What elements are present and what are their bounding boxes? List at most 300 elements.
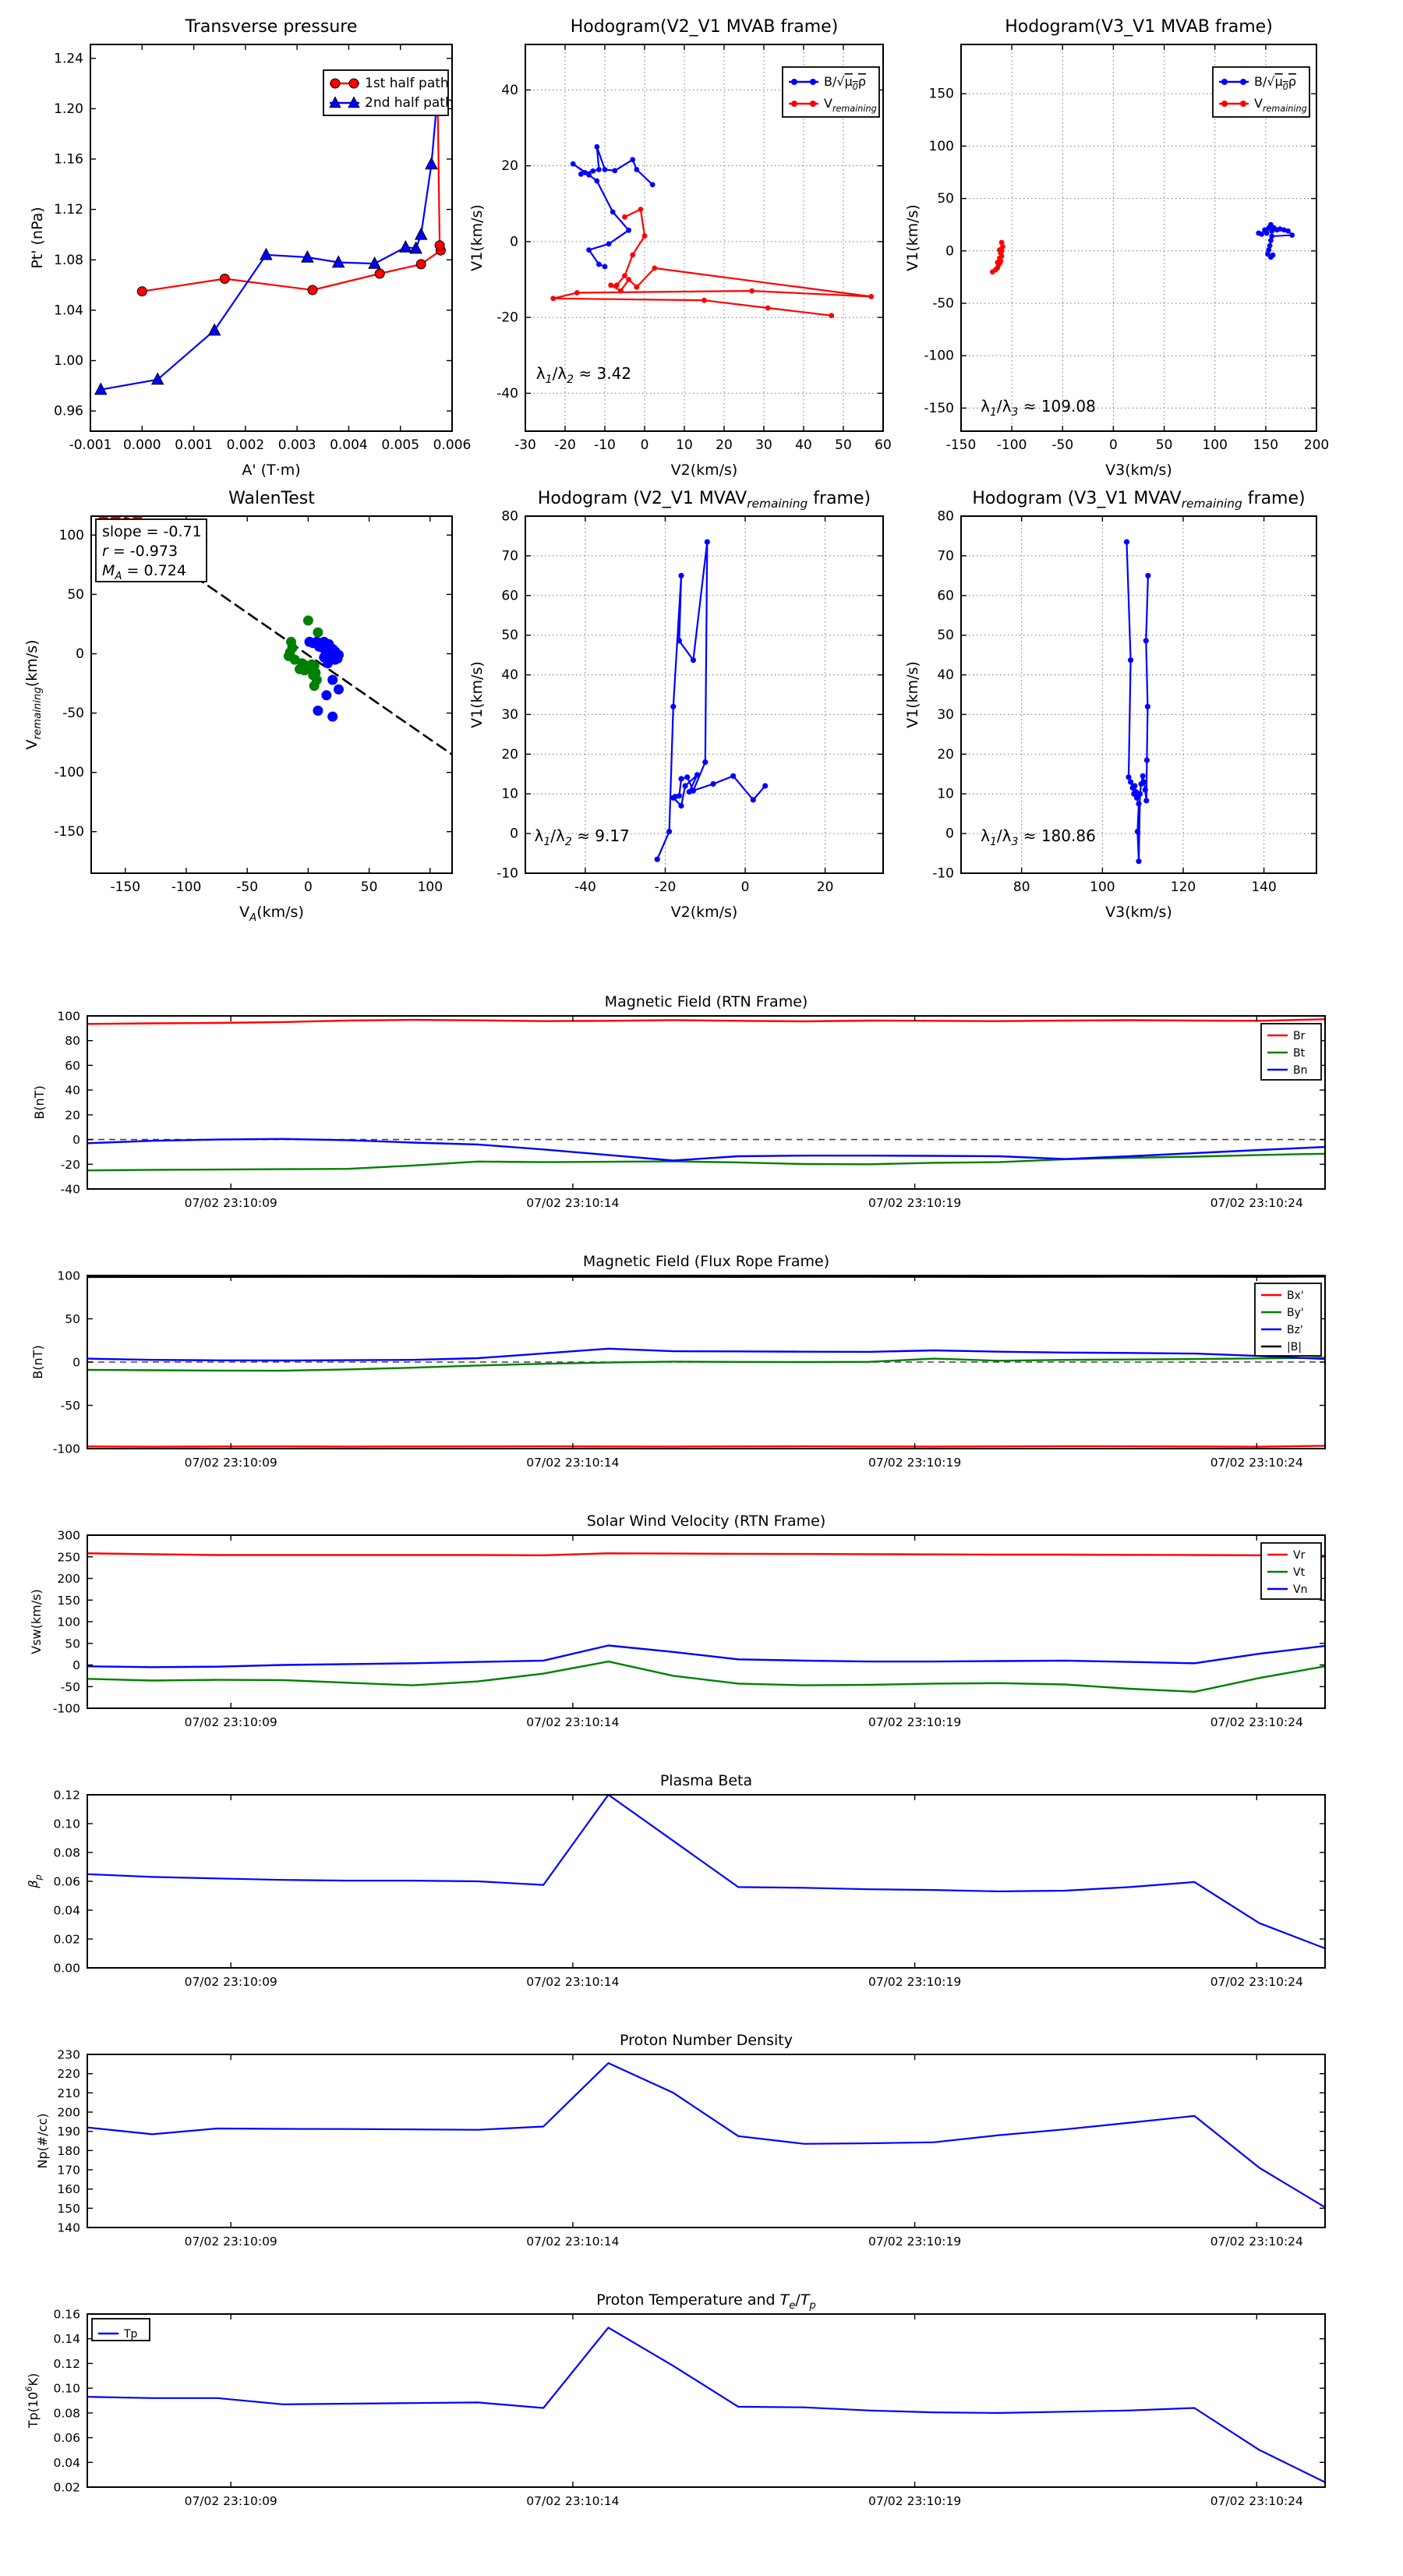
x-tick-label: 07/02 23:10:14 [526,2235,620,2249]
y-tick-label: 1.24 [54,51,83,67]
x-tick-label: 0 [1108,437,1118,453]
x-tick-label: 07/02 23:10:24 [1210,1196,1303,1210]
x-tick-label: 07/02 23:10:09 [184,2235,277,2249]
x-tick-label: -40 [574,879,596,895]
y-tick-label: -50 [62,706,84,722]
series-point-V [1128,657,1133,663]
y-axis-label: V1(km/s) [468,661,486,728]
y-tick-label: 80 [65,1034,80,1049]
chart-title: Hodogram(V2_V1 MVAB frame) [570,17,839,37]
series-point-V [1144,757,1150,763]
x-tick-label: 07/02 23:10:19 [868,1456,962,1470]
x-tick-label: 07/02 23:10:24 [1210,2235,1303,2249]
series-point-B [596,167,602,172]
chart-title: Proton Number Density [620,2032,793,2049]
series-point-B [586,247,592,253]
series-line-|B| [87,1276,1325,1277]
series-point-V [655,857,660,862]
y-tick-label: 170 [57,2163,80,2178]
series-point-B [612,168,617,174]
annotation: $\lambda_1/\lambda_2 \approx 3.42$ [535,364,632,386]
y-tick-label: 0.08 [53,2406,80,2421]
y-tick-label: 0 [510,234,518,250]
y-tick-label: 0.12 [53,1788,80,1803]
series-point-V [1136,801,1141,806]
series-point-V [1140,773,1146,779]
series-point-V [702,759,708,765]
legend-label: 2nd half path [365,95,454,111]
y-tick-label: 150 [928,86,954,102]
y-tick-label: 40 [65,1083,80,1098]
x-tick-label: 0 [640,437,649,453]
info-box-line: $M_A = 0.724$ [102,562,186,582]
x-tick-label: 07/02 23:10:19 [868,2235,962,2249]
legend-label: Vn [1293,1583,1308,1596]
x-tick-label: 100 [1202,437,1228,453]
legend-label: Tp [124,2328,138,2341]
series-point-Vremaining [622,214,627,220]
y-axis-label: $\beta_p$ [26,1874,44,1888]
x-tick-label: 0 [740,879,750,895]
series-point-V [683,783,688,788]
series-line-Bx' [87,1445,1325,1446]
y-tick-label: 30 [501,706,518,723]
x-axis-label: V2(km/s) [670,904,738,921]
series-point-green-cluster [284,651,294,661]
y-tick-label: 0 [72,1133,80,1148]
series-point-Vremaining [702,298,707,303]
legend-label: 1st half path [365,76,449,91]
legend-marker [349,79,359,88]
series-point-1st half path [308,285,317,295]
x-tick-label: 07/02 23:10:09 [184,2494,277,2508]
x-tick-label: 120 [1170,879,1196,895]
series-point-Vremaining [574,290,580,295]
y-tick-label: 0.12 [53,2356,80,2371]
x-tick-label: 10 [676,437,693,453]
x-tick-label: 07/02 23:10:09 [184,1196,277,1210]
legend-label: $B/√\mu_0\rho$ [824,74,867,92]
y-tick-label: -150 [924,400,954,416]
series-point-blue-cluster [334,685,344,695]
y-tick-label: 100 [58,527,84,543]
y-tick-label: 10 [501,786,518,802]
x-tick-label: 0.003 [277,437,316,453]
series-point-V [1128,779,1133,784]
legend-marker [791,101,797,107]
series-point-V [670,795,676,801]
y-tick-label: 0 [510,826,518,842]
x-tick-label: -50 [236,879,259,895]
chart-title: Plasma Beta [659,1772,753,1789]
y-tick-label: 50 [937,628,954,644]
x-tick-label: 0 [303,879,313,895]
series-point-Vremaining [868,294,874,299]
y-tick-label: 150 [57,2201,80,2216]
y-axis-label: B(nT) [32,1085,47,1120]
y-tick-label: 140 [57,2220,80,2235]
series-point-green-cluster [309,681,320,691]
y-tick-label: 0.10 [53,2381,80,2396]
series-point-V [1135,829,1140,834]
y-tick-label: 0.04 [53,1903,80,1918]
x-tick-label: 30 [755,437,772,453]
y-tick-label: -50 [60,1679,80,1694]
x-axis-label: V2(km/s) [670,462,738,479]
y-axis-label: V1(km/s) [468,204,486,271]
x-tick-label: 0.001 [175,437,213,453]
chart-title: Hodogram(V3_V1 MVAB frame) [1005,17,1273,37]
series-point-V [1143,787,1148,793]
x-tick-label: 0.002 [226,437,265,453]
y-axis-label: Np(#/cc) [35,2113,50,2169]
x-tick-label: 07/02 23:10:14 [526,1456,620,1470]
y-tick-label: 50 [67,586,84,603]
series-point-V [762,783,768,788]
x-tick-label: 50 [360,879,378,895]
y-tick-label: 0.10 [53,1817,80,1831]
series-point-green-cluster [313,628,323,638]
x-tick-label: 20 [716,437,733,453]
series-point-B [594,144,599,150]
y-tick-label: 0.06 [53,1874,80,1889]
annotation: $\lambda_1/\lambda_3 \approx 180.86$ [981,826,1096,848]
x-tick-label: -100 [171,879,202,895]
x-axis-label: A' (T·m) [242,462,301,479]
y-tick-label: 0.14 [53,2332,80,2347]
y-tick-label: 30 [937,706,954,723]
chart-title: Proton Temperature and $T_e/T_p$ [596,2291,816,2312]
series-point-B [603,167,608,172]
y-tick-label: 40 [501,82,518,98]
legend-marker [1221,101,1228,107]
info-box-line: slope = -0.71 [102,523,202,540]
series-point-blue-cluster [313,706,323,716]
legend-label: $V_{remaining}$ [824,96,877,114]
x-tick-label: -20 [654,879,677,895]
series-point-V [730,773,736,779]
series-point-V [687,789,692,794]
y-tick-label: -20 [497,310,518,326]
series-point-1st half path [220,274,229,284]
y-tick-label: 210 [57,2086,80,2100]
y-tick-label: 0.04 [53,2455,80,2470]
x-tick-label: -150 [945,437,977,453]
y-tick-label: 150 [57,1593,80,1608]
y-tick-label: 20 [937,746,954,763]
series-point-Vremaining [999,240,1005,246]
series-point-blue-cluster [327,712,337,722]
legend-label: By' [1287,1307,1304,1319]
y-tick-label: 80 [937,508,954,525]
x-tick-label: -0.001 [69,437,112,453]
y-tick-label: -150 [54,824,84,840]
y-tick-label: 50 [501,628,518,644]
series-point-V [1145,704,1150,709]
legend-marker [810,79,816,85]
x-tick-label: 0.005 [381,437,420,453]
y-axis-label: B(nT) [30,1345,45,1379]
series-point-B [650,182,656,188]
chart-title: Hodogram (V2_V1 $MVAV_{remaining}$ frame) [537,489,871,511]
series-point-V [666,829,672,834]
x-tick-label: 07/02 23:10:09 [184,1456,277,1470]
series-point-B [571,161,576,167]
series-point-Vremaining [618,288,624,294]
series-point-1st half path [435,241,444,250]
x-tick-label: 07/02 23:10:14 [526,1196,620,1210]
y-axis-label: $V_{remaining}(km/s)$ [23,639,44,750]
legend-label: $V_{remaining}$ [1254,96,1307,114]
legend-label: $B/√\mu_0\rho$ [1254,74,1297,92]
x-tick-label: 50 [835,437,852,453]
y-tick-label: 20 [65,1108,80,1123]
series-point-V [1124,540,1129,545]
x-tick-label: 07/02 23:10:24 [1210,1715,1303,1729]
x-axis-label: $V_A(km/s)$ [239,904,304,924]
series-point-Vremaining [652,266,657,271]
series-point-V [678,803,684,809]
x-tick-label: -50 [1051,437,1074,453]
y-tick-label: 0.02 [53,1932,80,1947]
legend-label: Vt [1293,1566,1306,1579]
y-tick-label: 60 [65,1058,80,1073]
legend-marker [1240,101,1246,107]
x-tick-label: 50 [1155,437,1173,453]
legend-box [92,2319,150,2341]
y-tick-label: 1.04 [54,303,83,319]
x-tick-label: 150 [1253,437,1279,453]
info-box-line: r = -0.973 [102,543,178,560]
legend-marker [791,79,797,85]
legend-label: Bn [1293,1064,1308,1077]
chart-title: Solar Wind Velocity (RTN Frame) [586,1513,826,1530]
series-point-Vremaining [829,313,834,318]
x-tick-label: 07/02 23:10:24 [1210,1456,1303,1470]
y-tick-label: -100 [52,1442,80,1456]
x-tick-label: 80 [1012,879,1030,895]
x-tick-label: 0.000 [122,437,161,453]
x-tick-label: 0.006 [433,437,472,453]
y-tick-label: 1.08 [54,252,83,268]
x-tick-label: 07/02 23:10:09 [184,1975,277,1989]
chart-title: Hodogram (V3_V1 $MVAV_{remaining}$ frame) [972,489,1306,511]
y-tick-label: 100 [57,1009,80,1024]
series-point-blue-cluster [327,675,337,685]
series-point-V [677,638,682,643]
x-tick-label: 07/02 23:10:14 [526,1975,620,1989]
series-point-Vremaining [638,207,644,212]
series-point-Vremaining [642,233,648,239]
y-tick-label: -40 [497,385,518,402]
series-point-V [678,573,684,579]
y-tick-label: 0 [945,243,954,260]
series-point-Vremaining [634,285,639,290]
y-tick-label: 230 [57,2047,80,2062]
legend-label: Br [1293,1030,1306,1042]
legend-label: Bz' [1287,1324,1303,1336]
x-tick-label: 07/02 23:10:19 [868,2494,962,2508]
x-axis-label: V3(km/s) [1105,904,1172,921]
x-tick-label: 60 [875,437,892,453]
x-tick-label: 200 [1303,437,1330,453]
y-tick-label: 100 [928,138,954,154]
x-tick-label: -150 [110,879,141,895]
y-tick-label: 20 [501,746,518,763]
y-tick-label: 0 [76,646,84,662]
y-tick-label: 70 [937,548,954,564]
y-tick-label: -50 [932,295,954,312]
x-tick-label: -100 [996,437,1027,453]
y-tick-label: 0.00 [53,1961,80,1976]
y-tick-label: 200 [57,1572,80,1586]
series-point-B [606,241,612,246]
y-axis-label: Pt' (nPa) [29,207,46,269]
series-point-Vremaining [622,273,627,278]
y-tick-label: 60 [937,588,954,604]
y-tick-label: 0.02 [53,2480,80,2495]
y-tick-label: 0.96 [54,403,83,419]
y-tick-label: 300 [57,1528,80,1543]
y-tick-label: 0 [72,1355,80,1370]
legend-marker [330,79,340,88]
series-point-Vremaining [626,277,631,282]
series-point-blue-cluster [323,658,333,668]
y-tick-label: -40 [60,1182,80,1197]
series-point-1st half path [137,287,147,296]
y-tick-label: -10 [497,865,518,882]
y-tick-label: 50 [937,191,954,207]
series-point-B [603,264,608,270]
y-tick-label: 0.08 [53,1845,80,1860]
y-tick-label: 70 [501,548,518,564]
y-tick-label: 0 [945,826,954,842]
series-point-green-cluster [303,615,313,625]
series-point-V [1145,573,1150,579]
series-point-V [1136,858,1141,864]
x-tick-label: 140 [1251,879,1277,895]
y-tick-label: 0.16 [53,2307,80,2322]
y-tick-label: 1.20 [54,101,83,117]
series-point-B [1268,238,1274,243]
y-tick-label: 50 [65,1312,80,1326]
y-axis-label: V1(km/s) [904,661,921,728]
y-tick-label: 160 [57,2182,80,2197]
legend-label: Vr [1293,1549,1306,1562]
y-tick-label: 0 [72,1658,80,1672]
series-point-B [1289,232,1295,238]
y-tick-label: 100 [57,1615,80,1629]
series-point-Vremaining [608,282,613,288]
y-tick-label: 220 [57,2067,80,2082]
annotation: $\lambda_1/\lambda_3 \approx 109.08$ [981,397,1096,419]
series-point-V [710,781,716,787]
chart-title: Magnetic Field (RTN Frame) [604,993,808,1010]
x-tick-label: -20 [554,437,576,453]
y-tick-label: -100 [52,1701,80,1716]
y-tick-label: 250 [57,1550,80,1565]
legend-label: Bt [1293,1047,1306,1060]
series-point-V [1137,791,1143,797]
y-tick-label: 40 [501,667,518,684]
y-axis-label: V1(km/s) [904,204,921,271]
chart-title: Transverse pressure [185,17,358,37]
series-point-B [586,172,592,178]
x-tick-label: 07/02 23:10:09 [184,1715,277,1729]
y-tick-label: -50 [60,1399,80,1413]
x-tick-label: 100 [1090,879,1115,895]
x-tick-label: 100 [417,879,444,895]
x-tick-label: 07/02 23:10:14 [526,2494,620,2508]
y-tick-label: 180 [57,2143,80,2158]
y-tick-label: -20 [60,1157,80,1172]
series-point-V [1126,774,1131,780]
y-tick-label: 1.00 [54,353,83,369]
series-point-V [1143,638,1149,643]
x-tick-label: 07/02 23:10:14 [526,1715,620,1729]
x-tick-label: -30 [514,437,536,453]
series-point-1st half path [375,269,384,278]
y-tick-label: 0.06 [53,2431,80,2446]
y-tick-label: 100 [57,1269,80,1283]
x-tick-label: 07/02 23:10:19 [868,1196,962,1210]
legend-label: Bx' [1287,1290,1304,1302]
series-point-Vremaining [765,306,771,311]
x-tick-label: 07/02 23:10:24 [1210,1975,1303,1989]
series-point-B [590,168,595,174]
y-tick-label: 60 [501,588,518,604]
y-tick-label: -100 [924,348,954,364]
series-point-B [610,210,616,215]
series-point-blue-cluster [321,690,331,700]
series-point-V [705,540,710,545]
y-tick-label: 190 [57,2125,80,2139]
series-point-B [1264,231,1270,236]
y-tick-label: -10 [932,865,954,882]
y-tick-label: 20 [501,158,518,175]
y-axis-label: Vsw(km/s) [29,1589,44,1654]
series-point-V [670,704,676,709]
legend-label: |B| [1287,1341,1302,1353]
y-tick-label: 50 [65,1637,80,1651]
series-point-Vremaining [630,253,635,258]
series-point-Vremaining [550,295,556,301]
x-tick-label: 07/02 23:10:19 [868,1975,962,1989]
annotation: $\lambda_1/\lambda_2 \approx 9.17$ [534,826,630,848]
legend-marker [1240,79,1246,85]
y-tick-label: 200 [57,2105,80,2120]
y-tick-label: 1.12 [54,202,83,218]
series-point-B [596,262,602,267]
x-tick-label: -10 [594,437,616,453]
y-tick-label: 1.16 [54,151,83,168]
series-point-Vremaining [749,288,755,294]
chart-title: Magnetic Field (Flux Rope Frame) [582,1253,830,1270]
x-tick-label: 0.004 [330,437,368,453]
series-point-B [630,157,635,162]
series-point-B [1270,253,1276,258]
series-point-1st half path [416,260,426,269]
series-point-B [634,167,639,172]
y-axis-label: $Tp(10^6K)$ [24,2373,41,2429]
series-point-V [678,776,684,781]
x-tick-label: 20 [816,879,834,895]
series-point-V [1141,779,1147,784]
x-tick-label: 07/02 23:10:24 [1210,2494,1303,2508]
chart-title: WalenTest [228,489,315,508]
y-tick-label: 80 [501,508,518,525]
y-tick-label: 10 [937,786,954,802]
